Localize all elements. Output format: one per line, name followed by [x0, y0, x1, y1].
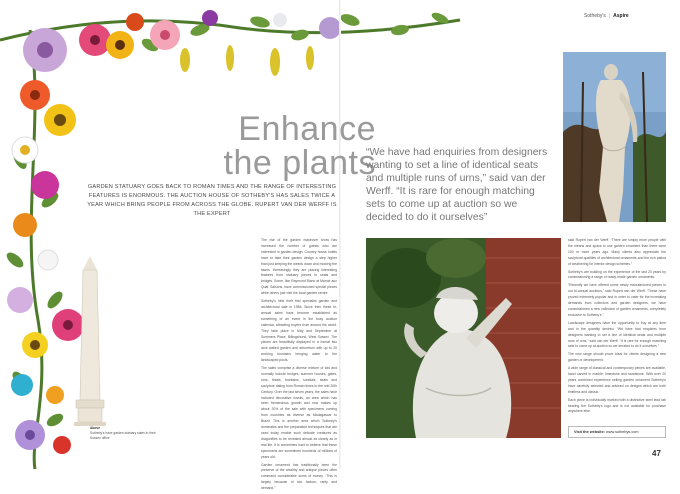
paragraph: Garden ornament has traditionally been the preserve of the wealthy and antique pieces often command considerable sums of money. “This is largely because of two factors, rarity and demand,”	[261, 462, 337, 491]
paragraph: Sotheby's held their first specialist garden and architectural sale in 1986. Since then these bi-annual sales have become established as something of an event in the busy auction calendar, attracting buyers from around the world. They take place in May and September at Summers Place, Billingshurst, West Sussex. The pieces are beautifully displayed in a formal two acre walled garden and arboretum with up to 20 working fountains bringing water to the landscaped pools.	[261, 299, 337, 363]
website-link[interactable]: www.sothebys.com	[606, 430, 639, 434]
body-column-1	[261, 238, 337, 494]
paragraph: The sales comprise a diverse mixture of lots and normally include bridges, summer houses, gates, urns, finials, fountains, sundials, seats and sculpture dating from Roman times to the mid 20th Century. Over the last seven years, the sales have included decorative fossils, an area which has seen tremendous growth and now makes up about 20% of the sale with specimens coming from countries as diverse as Madagascar to Brazil. This is another area which Sotheby's dominates and the preparation techniques that are used today enable such delicate creatures as dragonflies to be revealed almost as clearly as in real life. It is sometimes hard to believe that these specimens are sometimes hundreds of millions of years old.	[261, 366, 337, 459]
article-title	[176, 112, 376, 180]
standfirst: GARDEN STATUARY GOES BACK TO ROMAN TIMES AND THE RANGE OF INTERESTING FEATURES IS ENORMOUS. THE AUCTION HOUSE OF SOTHEBY'S HAS SALES TWICE A YEAR WHICH BRING PEOPLE FROM ACROSS THE GLOBE. RUPERT VAN DER WERFF IS THE EXPERT	[87, 184, 337, 217]
paragraph: Sotheby's are building on the experience of the last 20 years by commissioning a range of ready-made garden ornaments.	[568, 269, 666, 280]
caption-text: Sotheby's have garden statuary sales in their Sussex office	[90, 431, 156, 440]
page-gutter	[339, 0, 341, 469]
visit-label: Visit the website:	[574, 430, 605, 434]
paragraph: “Recently we have offered some newly manufactured pieces in our bi-annual auctions,” said Rupert van der Werff. “These have proved extremely popular and in order to cater for the increasing demands from collectors and garden designers, we have commissioned a new collection of garden ornaments, completely exclusive to Sotheby's.”	[568, 283, 666, 317]
cherub-statue-photo	[366, 238, 561, 438]
paragraph: The new range should prove ideal for clients designing a new garden or development.	[568, 352, 666, 363]
section-name: Aspire	[613, 13, 629, 19]
body-column-2	[568, 238, 666, 417]
website-box	[568, 426, 666, 438]
obelisk-statue	[74, 256, 106, 426]
title-line-1: Enhance	[238, 110, 376, 148]
publication-name: Sotheby's	[584, 13, 606, 19]
title-line-2: the plants	[223, 144, 376, 182]
statue-photo	[563, 52, 666, 222]
pull-quote: “We have had enquiries from designers wanting to set a line of identical seats and multiple runs of urns,” said van der Werff. “It is rare for enough matching sets to come up at auction so we decided to do it ourselves”	[366, 147, 548, 223]
running-header: Sotheby's | Aspire	[584, 13, 629, 19]
paragraph: A wide range of classical and contemporary pieces are available, hand carved in marble, limestone and sandstone. With over 20 years combined experience selling garden ornament Sotheby's have carefully selected and advised on designs which are both timeless and classic.	[568, 366, 666, 394]
image-caption	[90, 426, 160, 441]
paragraph: said Rupert van der Werff. “There are simply more people with the means and space to use garden ornament than there were 100 or more years ago. Many clients also appreciate the sculptural qualities of architectural ornaments and the rich patina of weathering for interior design schemes.”	[568, 238, 666, 266]
paragraph: The rise of the garden makeover show has increased the number of guests who are interested in garden design. Country house hotels have to take their garden design a step higher than just keeping the weeds down and mowing the lawns. Increasingly they are placing interesting features from statuary pieces to seats and bridges. Some, like Raymond Blanc at Manoir aux Quat' Saisons, have commissioned special pieces while others just visit the local garden centre.	[261, 238, 337, 296]
caption-label: Above	[90, 426, 101, 430]
page-number: 47	[652, 449, 661, 458]
paragraph: Landscape designers have the opportunity to buy at any time and in the quantity desired. “We have had enquiries from designers wanting to set a line of identical seats and multiple runs of urns,” said van der Werff. “It is rare for enough matching sets to come up at auction so we decided to do it ourselves.”	[568, 320, 666, 349]
paragraph: Each piece is individually marked with a distinctive steel lead tab bearing the Sotheby's logo and is not available for purchase anywhere else.	[568, 397, 666, 414]
